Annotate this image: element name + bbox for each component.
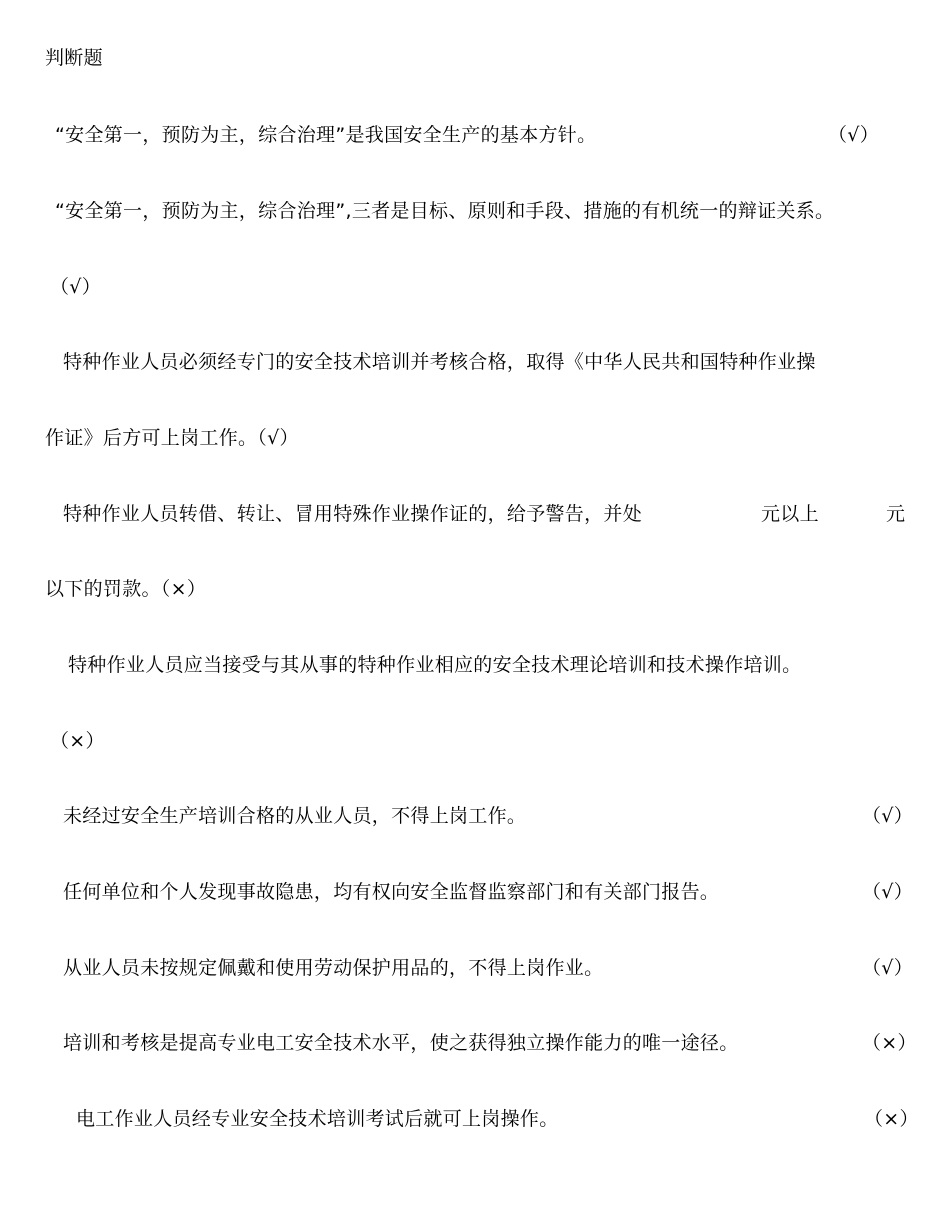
question-5-text: 特种作业人员应当接受与其从事的特种作业相应的安全技术理论培训和技术操作培训。	[68, 654, 802, 676]
question-4-blank-label-1: 元以上	[761, 503, 819, 525]
question-7-text: 任何单位和个人发现事故隐患，均有权向安全监督监察部门和有关部门报告。	[63, 881, 720, 903]
question-2-text: “安全第一，预防为主，综合治理”,三者是目标、原则和手段、措施的有机统一的辩证关系。	[55, 200, 835, 222]
question-9-text: 培训和考核是提高专业电工安全技术水平，使之获得独立操作能力的唯一途径。	[63, 1032, 739, 1054]
question-4-blank-label-2: 元	[886, 503, 906, 525]
question-4-line-1: 特种作业人员转借、转让、冒用特殊作业操作证的，给予警告，并处	[63, 503, 643, 525]
question-8-text: 从业人员未按规定佩戴和使用劳动保护用品的，不得上岗作业。	[63, 957, 604, 979]
question-10-answer: （×）	[864, 1108, 919, 1130]
question-6-text: 未经过安全生产培训合格的从业人员，不得上岗工作。	[63, 805, 527, 827]
question-3-line-2: 作证》后方可上岗工作。（√）	[45, 427, 299, 449]
question-2-answer: （√）	[50, 276, 102, 298]
question-8-answer: （√）	[862, 957, 914, 979]
section-title: 判断题	[45, 47, 103, 69]
question-3-line-1: 特种作业人员必须经专门的安全技术培训并考核合格，取得《中华人民共和国特种作业操	[63, 351, 816, 373]
question-1-text: “安全第一，预防为主，综合治理”是我国安全生产的基本方针。	[55, 124, 597, 146]
question-4-line-2: 以下的罚款。（×）	[45, 578, 207, 600]
question-5-answer: （×）	[50, 730, 105, 752]
question-6-answer: （√）	[862, 805, 914, 827]
question-7-answer: （√）	[862, 881, 914, 903]
question-9-answer: （×）	[862, 1032, 917, 1054]
question-1-answer: （√）	[828, 124, 880, 146]
question-10-text: 电工作业人员经专业安全技术培训考试后就可上岗操作。	[76, 1108, 559, 1130]
